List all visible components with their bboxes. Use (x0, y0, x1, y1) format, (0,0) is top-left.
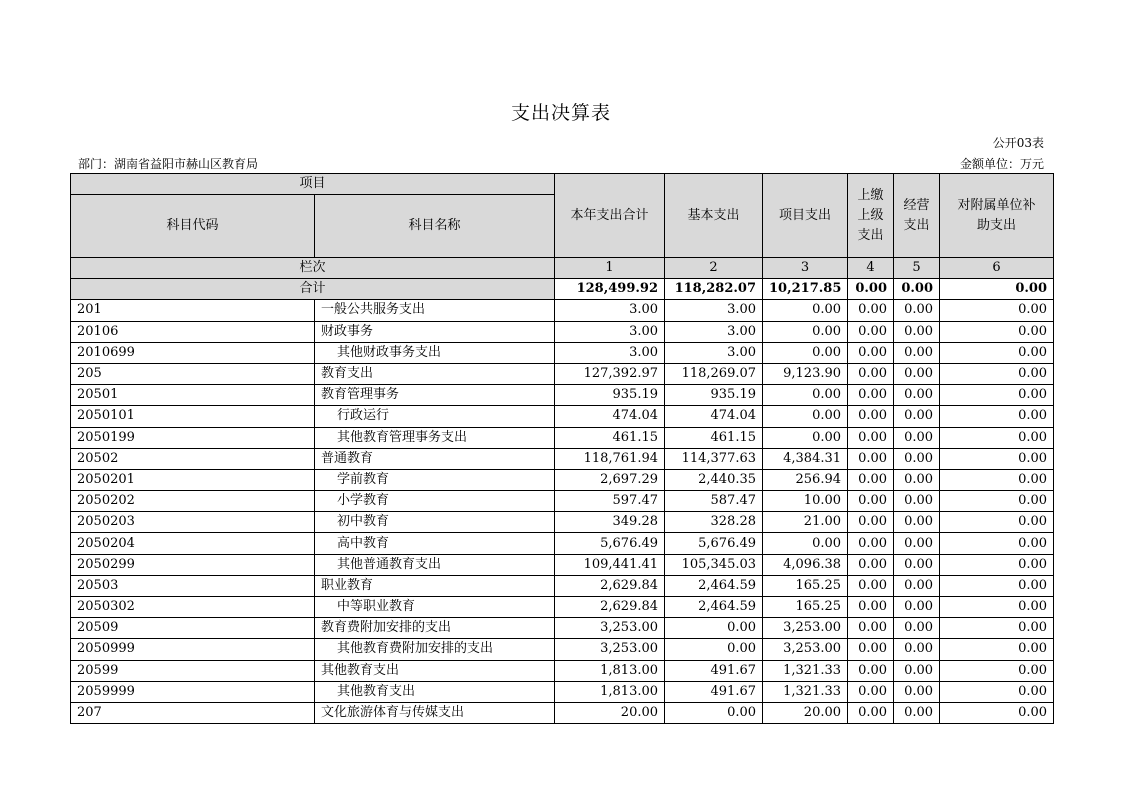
cell-project: 21.00 (763, 512, 848, 533)
cell-total: 3.00 (555, 342, 665, 363)
column-no-3: 3 (763, 258, 848, 279)
cell-subsidy: 0.00 (940, 363, 1054, 384)
table-row (71, 533, 1054, 554)
cell-name: 其他教育费附加安排的支出 (315, 639, 555, 660)
cell-code: 20501 (71, 385, 315, 406)
cell-upper: 0.00 (848, 575, 894, 596)
cell-total: 3.00 (555, 300, 665, 321)
table-row (71, 639, 1054, 660)
summary-basic: 118,282.07 (665, 279, 763, 300)
header-upper-line2: 上级 (857, 207, 884, 223)
cell-subsidy: 0.00 (940, 427, 1054, 448)
table-row (71, 597, 1054, 618)
cell-code: 2050299 (71, 554, 315, 575)
table-row (71, 300, 1054, 321)
cell-basic: 935.19 (665, 385, 763, 406)
summary-business: 0.00 (894, 279, 940, 300)
cell-subsidy: 0.00 (940, 660, 1054, 681)
cell-code: 20106 (71, 321, 315, 342)
cell-business: 0.00 (894, 575, 940, 596)
header-upper-line1: 上缴 (857, 187, 884, 203)
cell-upper: 0.00 (848, 618, 894, 639)
cell-project: 0.00 (763, 300, 848, 321)
cell-name: 行政运行 (315, 406, 555, 427)
cell-name: 其他普通教育支出 (315, 554, 555, 575)
cell-business: 0.00 (894, 533, 940, 554)
cell-code: 2050101 (71, 406, 315, 427)
cell-total: 597.47 (555, 491, 665, 512)
cell-upper: 0.00 (848, 300, 894, 321)
cell-code: 201 (71, 300, 315, 321)
table-row (71, 385, 1054, 406)
cell-basic: 0.00 (665, 702, 763, 723)
cell-name: 其他教育支出 (315, 660, 555, 681)
cell-upper: 0.00 (848, 406, 894, 427)
cell-subsidy: 0.00 (940, 491, 1054, 512)
cell-basic: 461.15 (665, 427, 763, 448)
cell-upper: 0.00 (848, 533, 894, 554)
department-label: 部门：湖南省益阳市赫山区教育局 (78, 157, 259, 171)
cell-project: 4,096.38 (763, 554, 848, 575)
cell-business: 0.00 (894, 681, 940, 702)
cell-project: 4,384.31 (763, 448, 848, 469)
cell-basic: 2,464.59 (665, 575, 763, 596)
header-subsidy-line2: 助支出 (977, 217, 1017, 233)
cell-basic: 118,269.07 (665, 363, 763, 384)
cell-total: 3,253.00 (555, 618, 665, 639)
amount-unit-label: 金额单位：万元 (959, 157, 1044, 171)
header-column-no: 栏次 (71, 258, 555, 279)
table-row (71, 321, 1054, 342)
cell-name: 其他教育管理事务支出 (315, 427, 555, 448)
cell-project: 0.00 (763, 533, 848, 554)
cell-subsidy: 0.00 (940, 385, 1054, 406)
cell-upper: 0.00 (848, 469, 894, 490)
cell-project: 256.94 (763, 469, 848, 490)
cell-upper: 0.00 (848, 363, 894, 384)
expenditure-table (70, 173, 1054, 724)
cell-basic: 0.00 (665, 618, 763, 639)
cell-subsidy: 0.00 (940, 321, 1054, 342)
cell-business: 0.00 (894, 597, 940, 618)
cell-subsidy: 0.00 (940, 618, 1054, 639)
cell-subsidy: 0.00 (940, 406, 1054, 427)
cell-business: 0.00 (894, 639, 940, 660)
cell-total: 3,253.00 (555, 639, 665, 660)
table-row (71, 702, 1054, 723)
cell-code: 20503 (71, 575, 315, 596)
cell-project: 0.00 (763, 427, 848, 448)
cell-code: 2050999 (71, 639, 315, 660)
cell-code: 2050202 (71, 491, 315, 512)
cell-upper: 0.00 (848, 639, 894, 660)
cell-business: 0.00 (894, 491, 940, 512)
cell-project: 0.00 (763, 321, 848, 342)
header-business (894, 174, 940, 258)
cell-project: 165.25 (763, 597, 848, 618)
cell-code: 2059999 (71, 681, 315, 702)
cell-project: 10.00 (763, 491, 848, 512)
cell-upper: 0.00 (848, 660, 894, 681)
column-no-4: 4 (848, 258, 894, 279)
cell-subsidy: 0.00 (940, 300, 1054, 321)
cell-upper: 0.00 (848, 385, 894, 406)
cell-business: 0.00 (894, 321, 940, 342)
cell-basic: 0.00 (665, 639, 763, 660)
header-upper (848, 174, 894, 258)
table-row (71, 512, 1054, 533)
cell-project: 1,321.33 (763, 660, 848, 681)
cell-name: 中等职业教育 (315, 597, 555, 618)
cell-project: 20.00 (763, 702, 848, 723)
cell-total: 474.04 (555, 406, 665, 427)
cell-basic: 3.00 (665, 300, 763, 321)
cell-name: 其他教育支出 (315, 681, 555, 702)
cell-business: 0.00 (894, 385, 940, 406)
cell-subsidy: 0.00 (940, 469, 1054, 490)
cell-total: 3.00 (555, 321, 665, 342)
table-row (71, 681, 1054, 702)
cell-total: 2,697.29 (555, 469, 665, 490)
cell-subsidy: 0.00 (940, 554, 1054, 575)
table-row (71, 448, 1054, 469)
cell-subsidy: 0.00 (940, 597, 1054, 618)
cell-total: 118,761.94 (555, 448, 665, 469)
cell-code: 2050199 (71, 427, 315, 448)
header-upper-line3: 支出 (857, 227, 884, 243)
table-row (71, 491, 1054, 512)
cell-code: 20509 (71, 618, 315, 639)
cell-name: 教育费附加安排的支出 (315, 618, 555, 639)
cell-name: 职业教育 (315, 575, 555, 596)
cell-basic: 491.67 (665, 681, 763, 702)
cell-name: 小学教育 (315, 491, 555, 512)
form-number: 公开03表 (992, 136, 1044, 150)
cell-code: 2050201 (71, 469, 315, 490)
cell-basic: 2,440.35 (665, 469, 763, 490)
cell-subsidy: 0.00 (940, 512, 1054, 533)
header-basic: 基本支出 (665, 174, 763, 258)
cell-basic: 3.00 (665, 321, 763, 342)
cell-name: 文化旅游体育与传媒支出 (315, 702, 555, 723)
cell-upper: 0.00 (848, 681, 894, 702)
table-row (71, 406, 1054, 427)
cell-name: 普通教育 (315, 448, 555, 469)
header-subsidy (940, 174, 1054, 258)
cell-project: 3,253.00 (763, 639, 848, 660)
cell-business: 0.00 (894, 448, 940, 469)
cell-total: 5,676.49 (555, 533, 665, 554)
cell-basic: 114,377.63 (665, 448, 763, 469)
summary-label: 合计 (71, 279, 555, 300)
cell-subsidy: 0.00 (940, 575, 1054, 596)
cell-project: 1,321.33 (763, 681, 848, 702)
cell-name: 财政事务 (315, 321, 555, 342)
cell-basic: 491.67 (665, 660, 763, 681)
cell-subsidy: 0.00 (940, 448, 1054, 469)
cell-business: 0.00 (894, 469, 940, 490)
cell-business: 0.00 (894, 512, 940, 533)
cell-name: 学前教育 (315, 469, 555, 490)
cell-upper: 0.00 (848, 448, 894, 469)
cell-business: 0.00 (894, 702, 940, 723)
table-body (71, 300, 1054, 724)
summary-project: 10,217.85 (763, 279, 848, 300)
cell-upper: 0.00 (848, 512, 894, 533)
cell-basic: 5,676.49 (665, 533, 763, 554)
table-row (71, 575, 1054, 596)
cell-total: 349.28 (555, 512, 665, 533)
cell-basic: 3.00 (665, 342, 763, 363)
column-no-5: 5 (894, 258, 940, 279)
cell-total: 109,441.41 (555, 554, 665, 575)
summary-row (71, 279, 1054, 300)
cell-project: 0.00 (763, 385, 848, 406)
cell-business: 0.00 (894, 618, 940, 639)
cell-subsidy: 0.00 (940, 533, 1054, 554)
cell-total: 20.00 (555, 702, 665, 723)
column-no-6: 6 (940, 258, 1054, 279)
cell-name: 其他财政事务支出 (315, 342, 555, 363)
header-project-expenditure: 项目支出 (763, 174, 848, 258)
cell-total: 935.19 (555, 385, 665, 406)
summary-upper: 0.00 (848, 279, 894, 300)
cell-upper: 0.00 (848, 427, 894, 448)
cell-business: 0.00 (894, 363, 940, 384)
header-business-line2: 支出 (903, 217, 930, 233)
cell-upper: 0.00 (848, 702, 894, 723)
cell-name: 教育支出 (315, 363, 555, 384)
cell-code: 2010699 (71, 342, 315, 363)
table-row (71, 660, 1054, 681)
cell-upper: 0.00 (848, 597, 894, 618)
cell-total: 2,629.84 (555, 597, 665, 618)
cell-business: 0.00 (894, 427, 940, 448)
cell-project: 9,123.90 (763, 363, 848, 384)
cell-name: 一般公共服务支出 (315, 300, 555, 321)
header-subsidy-line1: 对附属单位补 (957, 197, 1036, 213)
cell-total: 1,813.00 (555, 681, 665, 702)
cell-business: 0.00 (894, 660, 940, 681)
cell-project: 0.00 (763, 342, 848, 363)
cell-basic: 587.47 (665, 491, 763, 512)
table-row (71, 427, 1054, 448)
cell-subsidy: 0.00 (940, 639, 1054, 660)
cell-upper: 0.00 (848, 491, 894, 512)
table-row (71, 618, 1054, 639)
column-no-1: 1 (555, 258, 665, 279)
cell-code: 2050203 (71, 512, 315, 533)
summary-subsidy: 0.00 (940, 279, 1054, 300)
cell-subsidy: 0.00 (940, 681, 1054, 702)
cell-code: 205 (71, 363, 315, 384)
table-row (71, 363, 1054, 384)
cell-project: 3,253.00 (763, 618, 848, 639)
cell-total: 2,629.84 (555, 575, 665, 596)
cell-project: 165.25 (763, 575, 848, 596)
header-business-line1: 经营 (903, 197, 930, 213)
cell-upper: 0.00 (848, 342, 894, 363)
header-project: 项目 (71, 174, 555, 195)
page-title: 支出决算表 (510, 102, 611, 124)
cell-upper: 0.00 (848, 554, 894, 575)
cell-subsidy: 0.00 (940, 342, 1054, 363)
cell-name: 高中教育 (315, 533, 555, 554)
cell-business: 0.00 (894, 300, 940, 321)
header-total: 本年支出合计 (555, 174, 665, 258)
cell-code: 2050204 (71, 533, 315, 554)
cell-business: 0.00 (894, 554, 940, 575)
table-row (71, 469, 1054, 490)
cell-basic: 328.28 (665, 512, 763, 533)
cell-code: 20599 (71, 660, 315, 681)
header-name: 科目名称 (315, 195, 555, 258)
cell-subsidy: 0.00 (940, 702, 1054, 723)
cell-total: 127,392.97 (555, 363, 665, 384)
cell-code: 2050302 (71, 597, 315, 618)
cell-upper: 0.00 (848, 321, 894, 342)
cell-business: 0.00 (894, 342, 940, 363)
cell-business: 0.00 (894, 406, 940, 427)
summary-total: 128,499.92 (555, 279, 665, 300)
header-code: 科目代码 (71, 195, 315, 258)
cell-code: 20502 (71, 448, 315, 469)
table-row (71, 554, 1054, 575)
column-no-2: 2 (665, 258, 763, 279)
cell-name: 初中教育 (315, 512, 555, 533)
cell-project: 0.00 (763, 406, 848, 427)
cell-total: 1,813.00 (555, 660, 665, 681)
cell-name: 教育管理事务 (315, 385, 555, 406)
cell-total: 461.15 (555, 427, 665, 448)
table-row (71, 342, 1054, 363)
cell-basic: 474.04 (665, 406, 763, 427)
cell-code: 207 (71, 702, 315, 723)
cell-basic: 2,464.59 (665, 597, 763, 618)
cell-basic: 105,345.03 (665, 554, 763, 575)
